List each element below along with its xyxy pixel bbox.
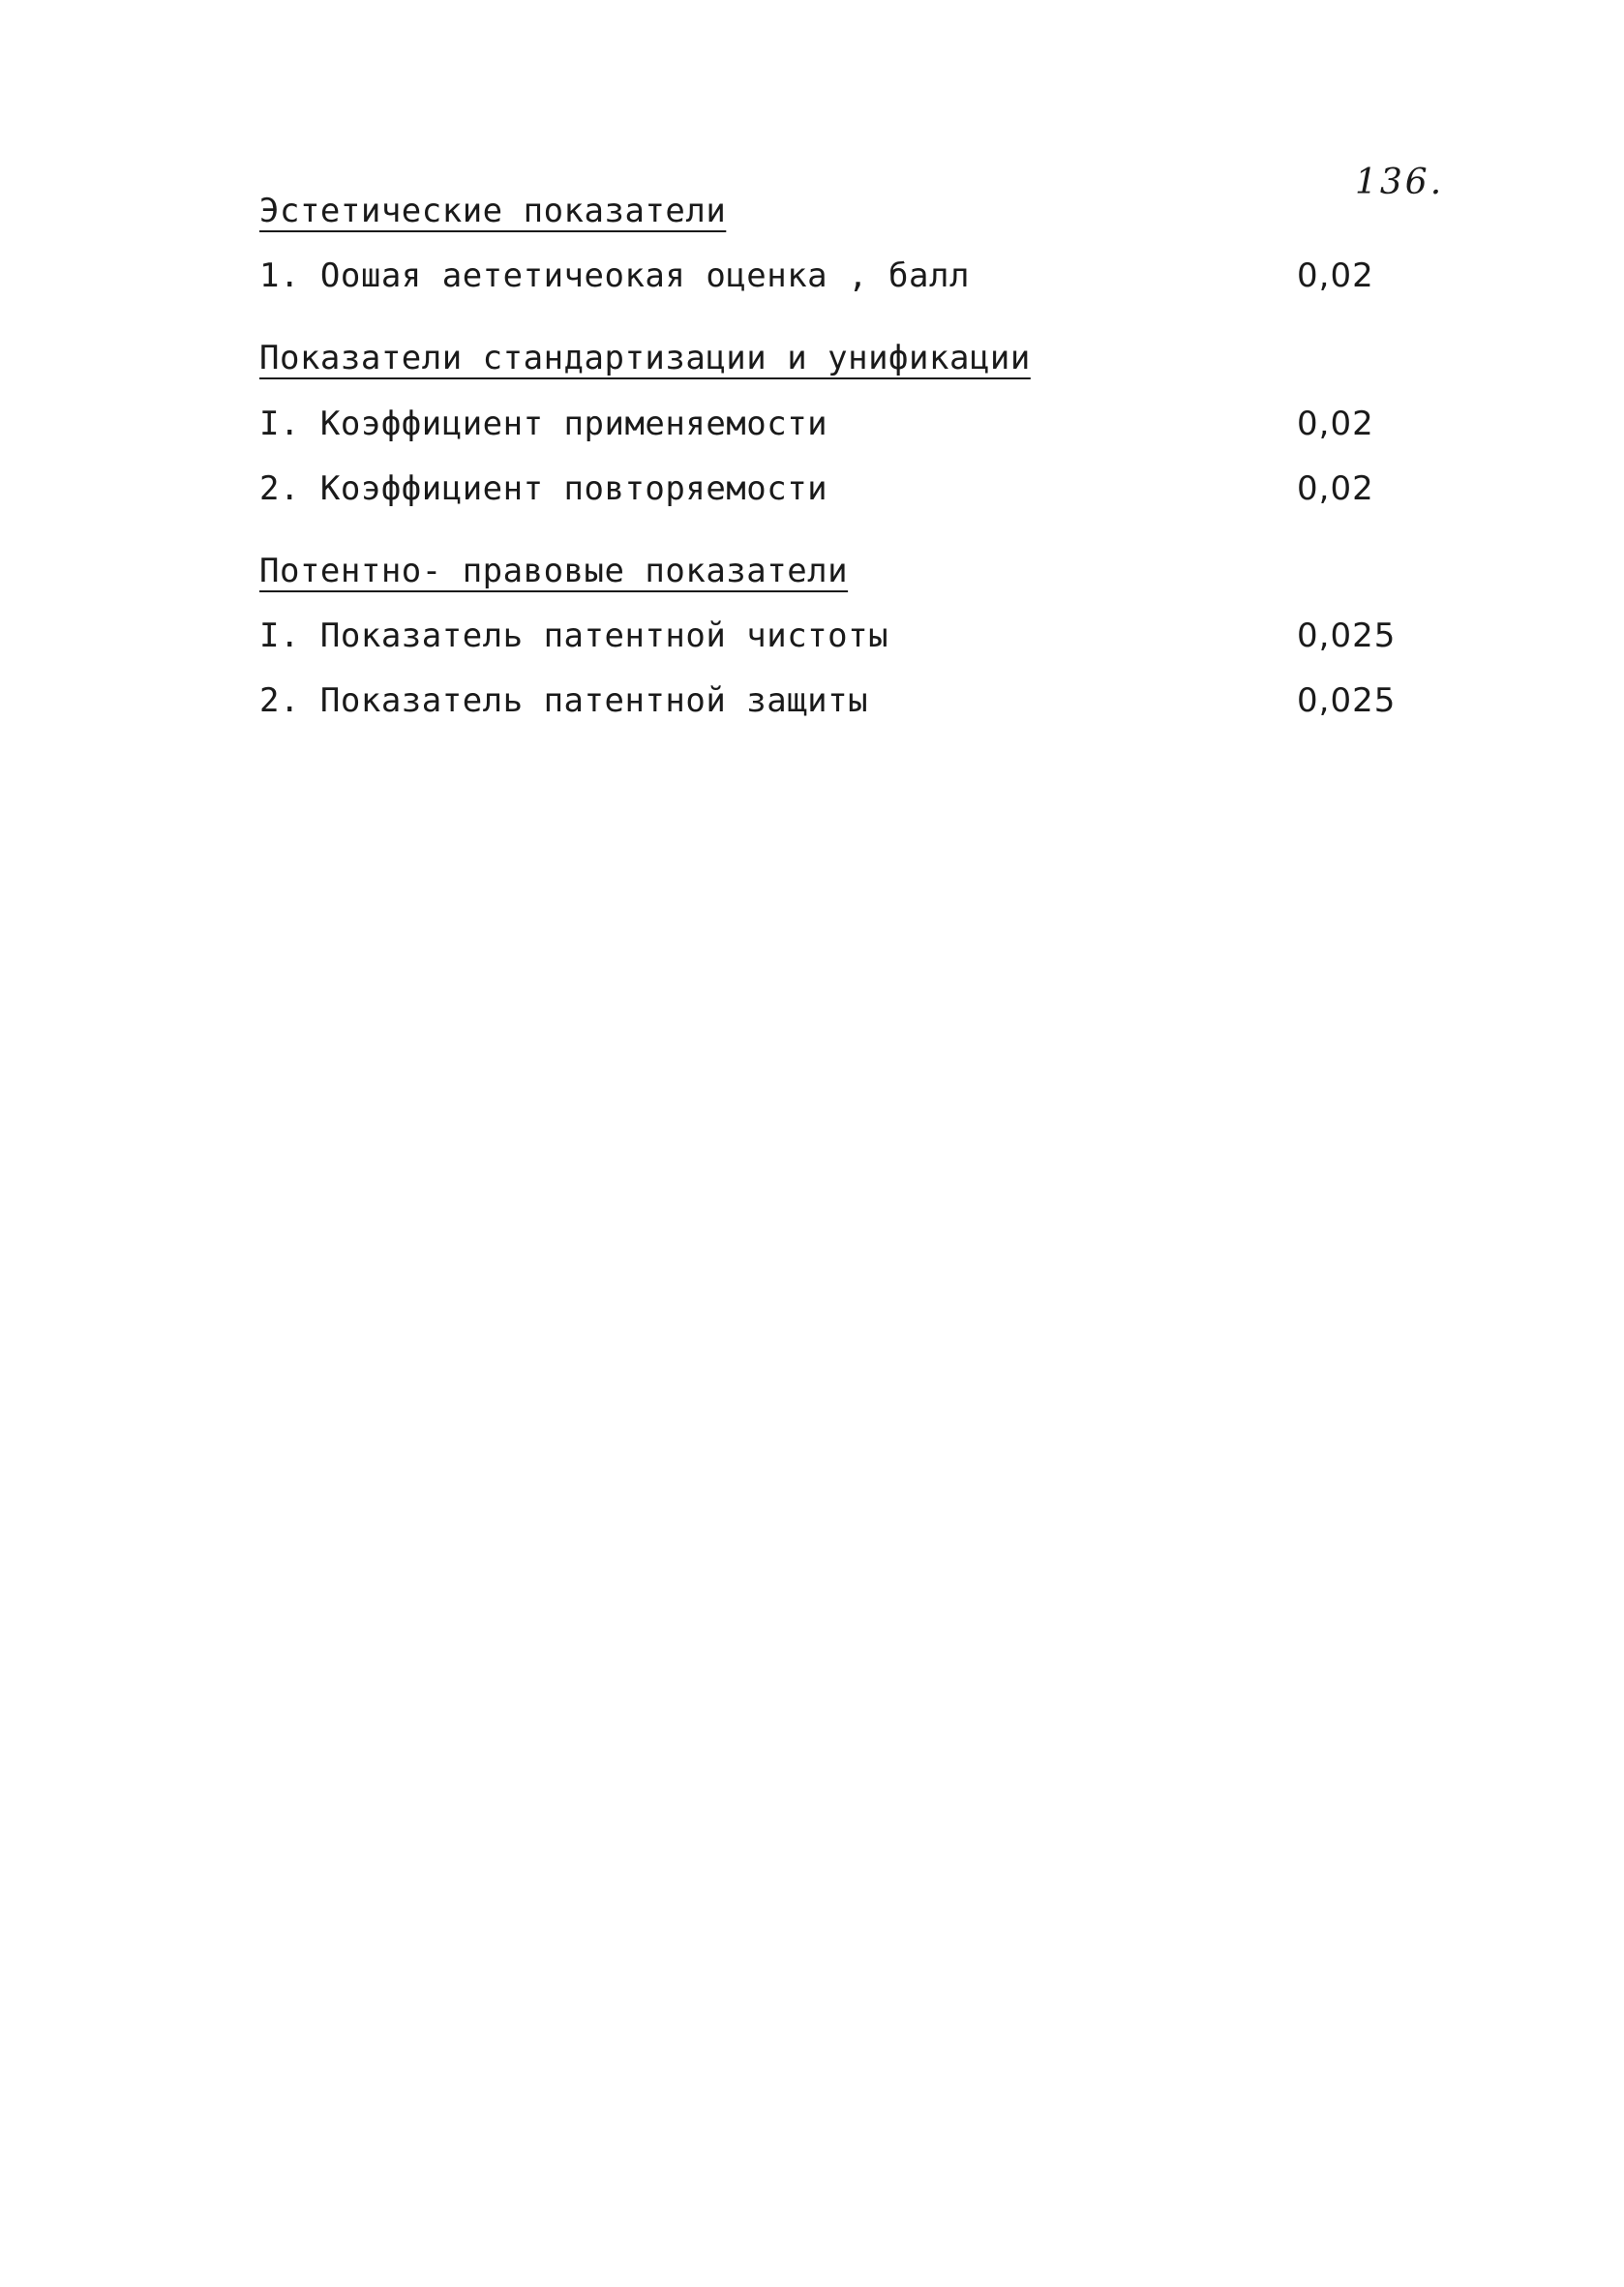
list-item [259,405,1421,453]
list-item [259,256,1421,305]
item-label: 1. Оошая аететичеокая оценка , балл [259,256,970,295]
item-label: I. Показатель патентной чистоты [259,617,889,655]
list-item [259,681,1421,730]
page-number: 136. [1355,163,1445,202]
item-value: 0,025 [1297,617,1397,655]
list-item [259,617,1421,665]
item-label: 2. Показатель патентной защиты [259,681,869,720]
item-value: 0,02 [1297,256,1374,295]
item-value: 0,02 [1297,469,1374,508]
list-item [259,469,1421,518]
section-heading-standardization: Показатели стандартизации и унификации [259,339,1031,377]
item-label: I. Коэффициент применяемости [259,405,828,443]
item-value: 0,025 [1297,681,1397,720]
item-value: 0,02 [1297,405,1374,443]
section-heading-aesthetic: Эстетические показатели [259,192,727,230]
section-heading-patent: Потентно- правовые показатели [259,552,849,590]
item-label: 2. Коэффициент повторяемости [259,469,828,508]
